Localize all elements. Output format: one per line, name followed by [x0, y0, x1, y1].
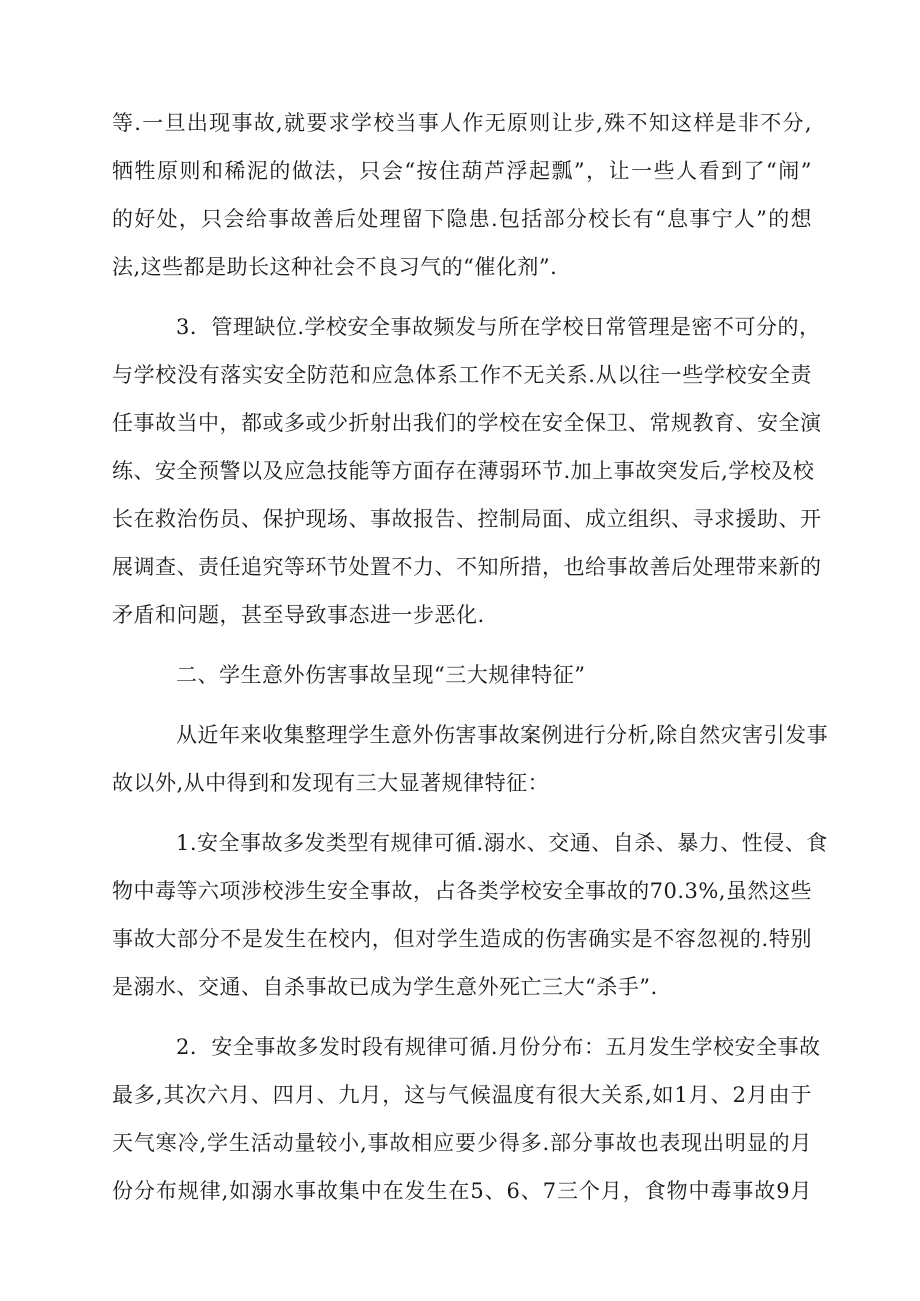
paragraph-5-line-3: 事故大部分不是发生在校内，但对学生造成的伤害确实是不容忽视的.特别 [112, 927, 812, 951]
paragraph-4-line-2: 故以外,从中得到和发现有三大显著规律特征： [112, 771, 550, 795]
paragraph-2-line-6: 展调查、责任追究等环节处置不力、不知所措，也给事故善后处理带来新的 [112, 555, 822, 579]
paragraph-6-line-4: 份分布规律,如溺水事故集中在发生在5、6、7三个月，食物中毒事故9月 [112, 1179, 812, 1203]
paragraph-4-line-1: 从近年来收集整理学生意外伤害事故案例进行分析,除自然灾害引发事 [176, 723, 829, 747]
section-heading: 二、学生意外伤害事故呈现“三大规律特征” [176, 663, 586, 687]
paragraph-2-line-1: 3．管理缺位.学校安全事故频发与所在学校日常管理是密不可分的， [176, 315, 821, 339]
paragraph-2-line-5: 长在救治伤员、保护现场、事故报告、控制局面、成立组织、寻求援助、开 [112, 507, 822, 531]
paragraph-1-line-4: 法,这些都是助长这种社会不良习气的“催化剂”. [112, 255, 558, 279]
paragraph-5-line-2: 物中毒等六项涉校涉生安全事故，占各类学校安全事故的70.3%,虽然这些 [112, 879, 812, 903]
paragraph-1-line-1: 等.一旦出现事故,就要求学校当事人作无原则让步,殊不知这样是非不分, [112, 111, 812, 135]
paragraph-2-line-2: 与学校没有落实安全防范和应急体系工作不无关系.从以往一些学校安全责 [112, 363, 812, 387]
paragraph-1-line-2: 牺牲原则和稀泥的做法，只会“按住葫芦浮起瓢”，让一些人看到了“闹” [112, 159, 812, 183]
paragraph-6-line-1: 2．安全事故多发时段有规律可循.月份分布：五月发生学校安全事故 [176, 1035, 821, 1059]
paragraph-2-line-3: 任事故当中，都或多或少折射出我们的学校在安全保卫、常规教育、安全演 [112, 411, 822, 435]
paragraph-5-line-1: 1.安全事故多发类型有规律可循.溺水、交通、自杀、暴力、性侵、食 [176, 831, 828, 855]
paragraph-6-line-2: 最多,其次六月、四月、九月，这与气候温度有很大关系,如1月、2月由于 [112, 1083, 812, 1107]
paragraph-5-line-4: 是溺水、交通、自杀事故已成为学生意外死亡三大“杀手”. [112, 975, 658, 999]
paragraph-2-line-4: 练、安全预警以及应急技能等方面存在薄弱环节.加上事故突发后,学校及校 [112, 459, 815, 483]
paragraph-6-line-3: 天气寒冷,学生活动量较小,事故相应要少得多.部分事故也表现出明显的月 [112, 1131, 812, 1155]
paragraph-2-line-7: 矛盾和问题，甚至导致事态进一步恶化. [112, 603, 485, 627]
paragraph-1-line-3: 的好处，只会给事故善后处理留下隐患.包括部分校长有“息事宁人”的想 [112, 207, 812, 231]
